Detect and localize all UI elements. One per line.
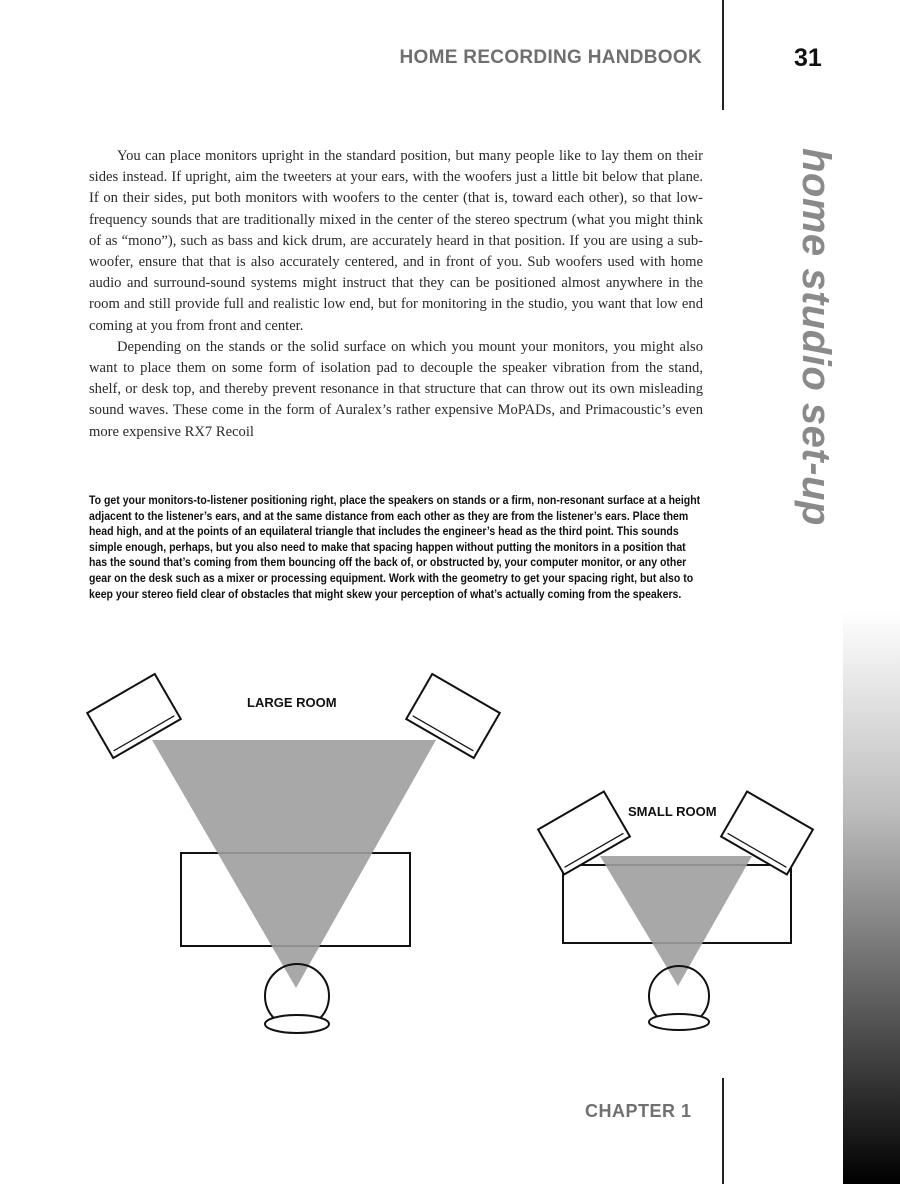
paragraph: Depending on the stands or the solid surface on which you mount your monitors, you might also want to place them on some form of isolation pad to decouple the speaker vibration from the stand, shelf, or desk top, and thereby prevent resonance in that structure that can throw out its own misleading sound waves. These come in the form of Auralex’s rather expensive MoPADs, and Primacoustic’s even more expensive RX7 Recoil [89, 338, 703, 440]
monitor-placement-diagram [0, 660, 843, 1065]
section-side-title: home studio set-up [794, 148, 838, 526]
body-text [89, 146, 703, 443]
edge-gradient-tab [843, 610, 900, 1184]
large-room-diagram [87, 674, 500, 1033]
header-divider-line [722, 0, 724, 110]
paragraph: You can place monitors upright in the standard position, but many people like to lay them on their sides instead. If upright, aim the tweeters at your ears, with the woofers just a little bit below that plane. If on their sides, put both monitors with woofers to the center (that is, toward each other), so that low-frequency sounds that are traditionally mixed in the center of the stereo spectrum (what you might think of as “mono”), such as bass and kick drum, are accurately heard in that position. If you are using a sub-woofer, ensure that that is also accurately centered, and in front of you. Sub woofers used with home audio and surround-sound systems might instruct that they can be positioned almost anywhere in the room and still provide full and realistic low end, but for monitoring in the studio, you want that low end coming at you from front and center. [89, 148, 703, 334]
large-room-label: LARGE ROOM [247, 695, 337, 710]
monitor-placement-figure [0, 660, 843, 1060]
figure-caption: To get your monitors-to-listener positioning right, place the speakers on stands or a firm, non-resonant surface at a height adjacent to the listener’s ears, and at the same distance from each other as they are from the listener’s ears. Place them head high, and at the points of an equilateral triangle that includes the engineer’s head as the third point. This sounds simple enough, perhaps, but you also need to make that spacing happen without putting the monitors in a position that has the sound that’s coming from them bouncing off the back of, or obstructed by, your computer monitor, or any other gear on the desk such as a mixer or processing equipment. Work with the geometry to get your spacing right, but also to keep your stereo field clear of obstacles that might skew your perception of what’s actually coming from the speakers. [89, 494, 701, 601]
page-number: 31 [794, 44, 822, 72]
small-room-diagram [538, 791, 813, 1030]
chapter-footer: CHAPTER 1 [585, 1101, 692, 1121]
running-header-title: HOME RECORDING HANDBOOK [399, 47, 702, 68]
small-room-label: SMALL ROOM [628, 804, 717, 819]
footer-divider-line [722, 1078, 724, 1184]
